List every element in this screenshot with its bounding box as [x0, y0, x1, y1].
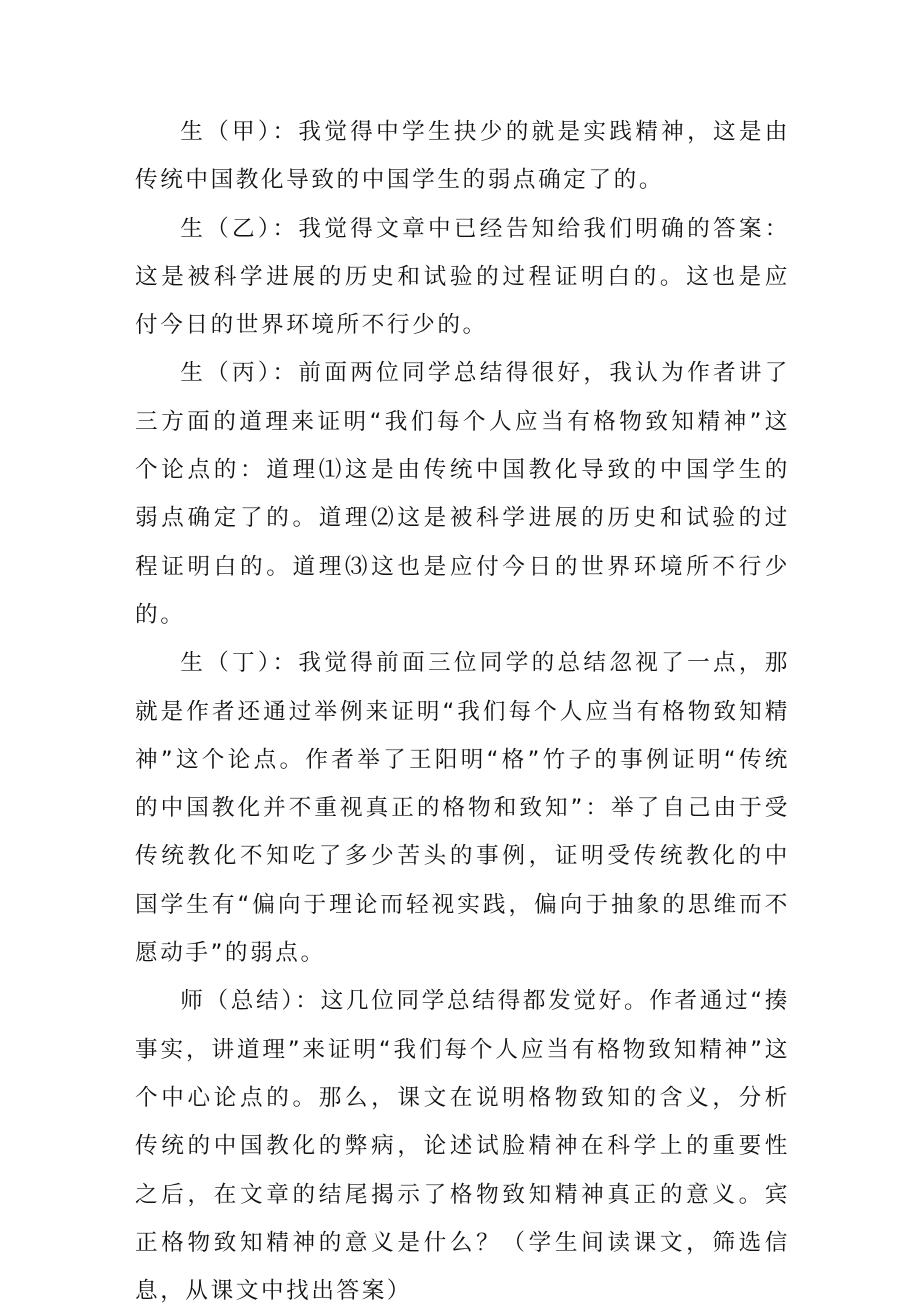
paragraph-teacher-summary: 师（总结）：这几位同学总结得都发觉好。作者通过“揍事实，讲道理”来证明“我们每个人应当有格物致知精神”这个中心论点的。那么，课文在说明格物致知的含义，分析传统的中国教化的弊病，论述试脸精神在科学上的重要性之后，在文章的结尾揭示了格物致知精神真正的意义。宾正格物致知精神的意义是什么？（学生间读课文，筛选信息，从课文中找出答案）: [135, 988, 790, 1305]
paragraph-student-a: 生（甲）：我觉得中学生抉少的就是实践精神，这是由传统中国教化导致的中国学生的弱点确定了的。: [135, 119, 790, 194]
paragraph-student-b: 生（乙）：我觉得文章中已经告知给我们明确的答案：这是被科学进展的历史和试验的过程证明白的。这也是应付今日的世界环境所不行少的。: [135, 215, 790, 339]
document-body: [135, 108, 790, 1315]
paragraph-student-d: 生（丁）：我觉得前面三位同学的总结忽视了一点，那就是作者还通过举例来证明“我们每个人应当有格物致知精神”这个论点。作者举了王阳明“格”竹子的事例证明“传统的中国教化并不重视真正的格物和致知”：举了自己由于受传统教化不知吃了多少苦头的事例，证明受传统教化的中国学生有“偏向于理论而轻视实践，偏向于抽象的思维而不愿动手”的弱点。: [135, 650, 790, 967]
paragraph-student-c: 生（丙）：前面两位同学总结得很好，我认为作者讲了三方面的道理来证明“我们每个人应当有格物致知精神”这个论点的：道理⑴这是由传统中国教化导致的中国学生的弱点确定了的。道理⑵这是被科学进展的历史和试验的过程证明白的。道理⑶这也是应付今日的世界环境所不行少的。: [135, 360, 790, 628]
